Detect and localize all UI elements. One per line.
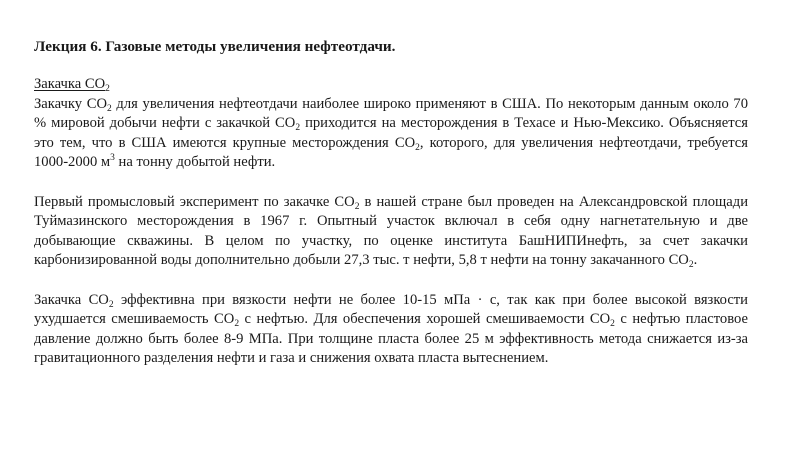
p3-sub-1: 2 xyxy=(108,299,114,310)
section-heading-subscript: 2 xyxy=(105,84,110,94)
p2-sub-2: 2 xyxy=(688,260,694,271)
section-heading xyxy=(34,75,748,95)
paragraph-co2-usa xyxy=(34,95,748,173)
p3-text-3: с нефтью. Для обеспечения хорошей смешиваемости CO xyxy=(239,311,611,328)
p1-text-4: , которого, для увеличения нефтеотдачи, требуется 1000-2000 м xyxy=(34,134,748,171)
lecture-title: Лекция 6. Газовые методы увеличения нефтеотдачи. xyxy=(34,38,396,55)
p2-sub-1: 2 xyxy=(354,201,360,212)
p1-sup-1: 3 xyxy=(110,153,115,164)
section-heading-text: Закачка CO xyxy=(34,76,106,92)
p1-sub-2: 2 xyxy=(295,123,301,134)
paragraph-first-experiment xyxy=(34,193,748,271)
p1-text-3: приходится на месторождения в Техасе и Нью-Мексико. Объясняется это тем, что в США имеются крупные месторождения CO xyxy=(34,115,748,151)
paragraph-efficiency-conditions xyxy=(34,291,748,369)
p3-text-1: Закачка CO xyxy=(34,291,109,308)
p3-sub-2: 2 xyxy=(234,319,240,330)
p2-text-2: в нашей стране был проведен на Александровской площади Туймазинского месторождения в 1967 г. Опытный участок включал в себя одну нагнетательную и две добывающие скважины. В целом по участку, по оценке института БашНИПИнефть, за счет закачки карбонизированной воды дополнительно добыли 27,3 тыс. т нефти, 5,8 т нефти на тонну закачанного CO xyxy=(34,193,749,269)
p3-text-4: с нефтью пластовое давление должно быть более 8-9 МПа. При толщине пласта более 25 м эффективность метода снижается из-за гравитационного разделения нефти и газа и снижения охвата пласта вытеснением. xyxy=(34,311,748,367)
p3-text-2: эффективна при вязкости нефти не более 10-15 мПа · с, так как при более высокой вязкости ухудшается смешиваемость CO xyxy=(34,291,748,328)
paragraph-gap xyxy=(34,271,748,291)
p1-text-5: на тонну добытой нефти. xyxy=(114,154,276,171)
p1-sub-1: 2 xyxy=(107,103,112,114)
paragraph-gap xyxy=(34,173,748,193)
p1-sub-3: 2 xyxy=(415,142,420,153)
p2-text-1: Первый промысловый эксперимент по закачке CO xyxy=(34,193,355,210)
p3-sub-3: 2 xyxy=(610,319,615,330)
p1-text-2: для увеличения нефтеотдачи наиболее широко применяют в США. По некоторым данным около 70 % мировой добычи нефти с закачкой CO xyxy=(34,95,748,132)
p1-text-1: Закачку CO xyxy=(34,95,108,112)
lecture-slide xyxy=(34,38,748,369)
p2-text-3: . xyxy=(693,252,698,269)
